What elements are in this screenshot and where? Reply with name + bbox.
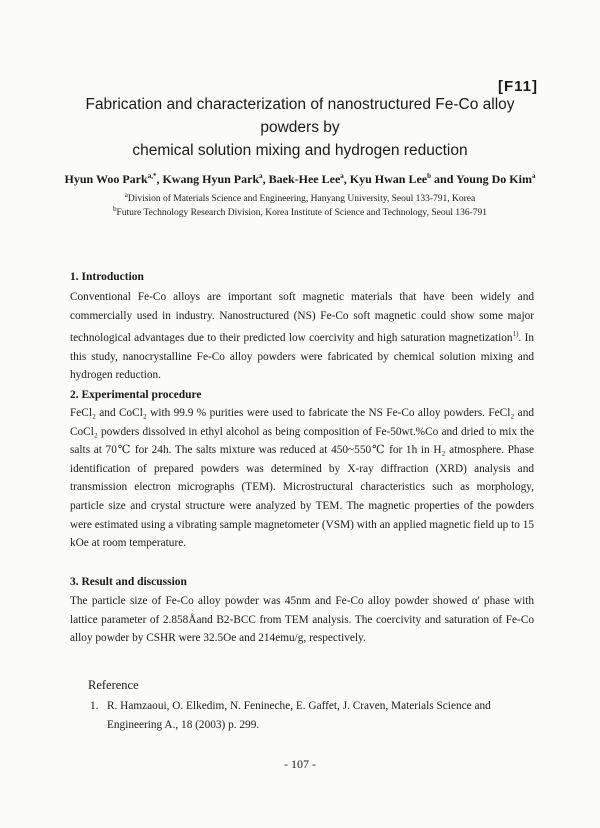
affiliation-b-sup: b bbox=[113, 205, 117, 213]
author-1: Hyun Woo Park bbox=[64, 172, 148, 186]
reference-text: R. Hamzaoui, O. Elkedim, N. Fenineche, E. Gaffet, J. Craven, Materials Science and Engineering A., 18 (2003) p. 299. bbox=[107, 700, 491, 731]
paper-code: [F11] bbox=[497, 78, 538, 95]
section-text-results: The particle size of Fe-Co alloy powder was 45nm and Fe-Co alloy powder showed α' phase with lattice parameter of 2.858Åand B2-BCC from TEM analysis. The coercivity and saturation of Fe-Co alloy powder by CSHR were 32.5Oe and 214emu/g, respectively. bbox=[70, 595, 534, 645]
affiliation-b-text: Future Technology Research Division, Korea Institute of Science and Technology, Seoul 136-791 bbox=[116, 208, 487, 219]
author-4-sup: b bbox=[427, 172, 432, 180]
affiliation-a-sup: a bbox=[124, 191, 128, 199]
author-4: Kyu Hwan Lee bbox=[349, 172, 428, 186]
reference-heading: Reference bbox=[88, 678, 139, 692]
section-heading-results: 3. Result and discussion bbox=[70, 576, 187, 588]
intro-ref-sup: 1) bbox=[512, 330, 519, 339]
title-line-1: Fabrication and characterization of nanostructured Fe-Co alloy powders by bbox=[85, 96, 515, 136]
intro-text: Conventional Fe-Co alloys are important soft magnetic materials that have been widely and commercially used in industry. Nanostructured (NS) Fe-Co soft magnetic could show some major technological advantages due to their predicted low coercivity and high saturation magnetization bbox=[70, 291, 534, 344]
section-heading-introduction: 1. Introduction bbox=[70, 271, 144, 283]
intro-text-2: . In this study, nanocrystalline Fe-Co alloy powders were fabricated by chemical solution mixing and hydrogen reduction. bbox=[70, 331, 534, 382]
affiliation-b bbox=[40, 205, 560, 218]
author-2: Kwang Hyun Park bbox=[162, 172, 260, 186]
section-text-introduction bbox=[70, 288, 534, 385]
author-list: Hyun Woo Park$^{a,*}$, Kwang Hyun Park$^a$, Baek-Hee Lee$^a$, Kyu Hwan Lee$^b$ and Young Do Kim$^a$ bbox=[64, 172, 536, 186]
author-5-prefix: and bbox=[434, 172, 456, 186]
title-line-2: chemical solution mixing and hydrogen reduction bbox=[132, 142, 468, 159]
paper-title bbox=[60, 93, 540, 162]
author-3-sup: a bbox=[340, 172, 344, 180]
author-2-sup: a bbox=[259, 172, 263, 180]
page-number: - 107 - bbox=[284, 757, 316, 771]
reference-number: 1. bbox=[90, 700, 99, 712]
affiliation-a bbox=[40, 191, 560, 204]
author-5: Young Do Kim bbox=[455, 172, 532, 186]
affiliation-a-text: Division of Materials Science and Engineering, Hanyang University, Seoul 133-791, Korea bbox=[127, 194, 476, 205]
section-heading-experimental: 2. Experimental procedure bbox=[70, 389, 202, 401]
author-5-sup: a bbox=[531, 172, 536, 180]
author-3: Baek-Hee Lee bbox=[268, 172, 341, 186]
author-1-sup: a,* bbox=[147, 172, 157, 180]
section-text-experimental: FeCl₂ and CoCl₂ with 99.9 % purities were used to fabricate the NS Fe-Co alloy powders. FeCl₂ and CoCl₂ powders dissolved in ethyl alcohol as being composition of Fe-50wt.%Co and dried to mix the salts at 70℃ for 24h. The salts mixture was reduced at 450~550℃ for 1h in H₂ atmosphere. Phase identification of prepared powders was determined by X-ray diffraction (XRD) analysis and transmission electron micrographs (TEM). Microstructural characteristics such as morphology, particle size and crystal structure were analyzed by TEM. The magnetic properties of the powders were estimated using a vibrating sample magnetometer (VSM) with an applied magnetic field up to 15 kOe at room temperature. bbox=[70, 407, 534, 550]
